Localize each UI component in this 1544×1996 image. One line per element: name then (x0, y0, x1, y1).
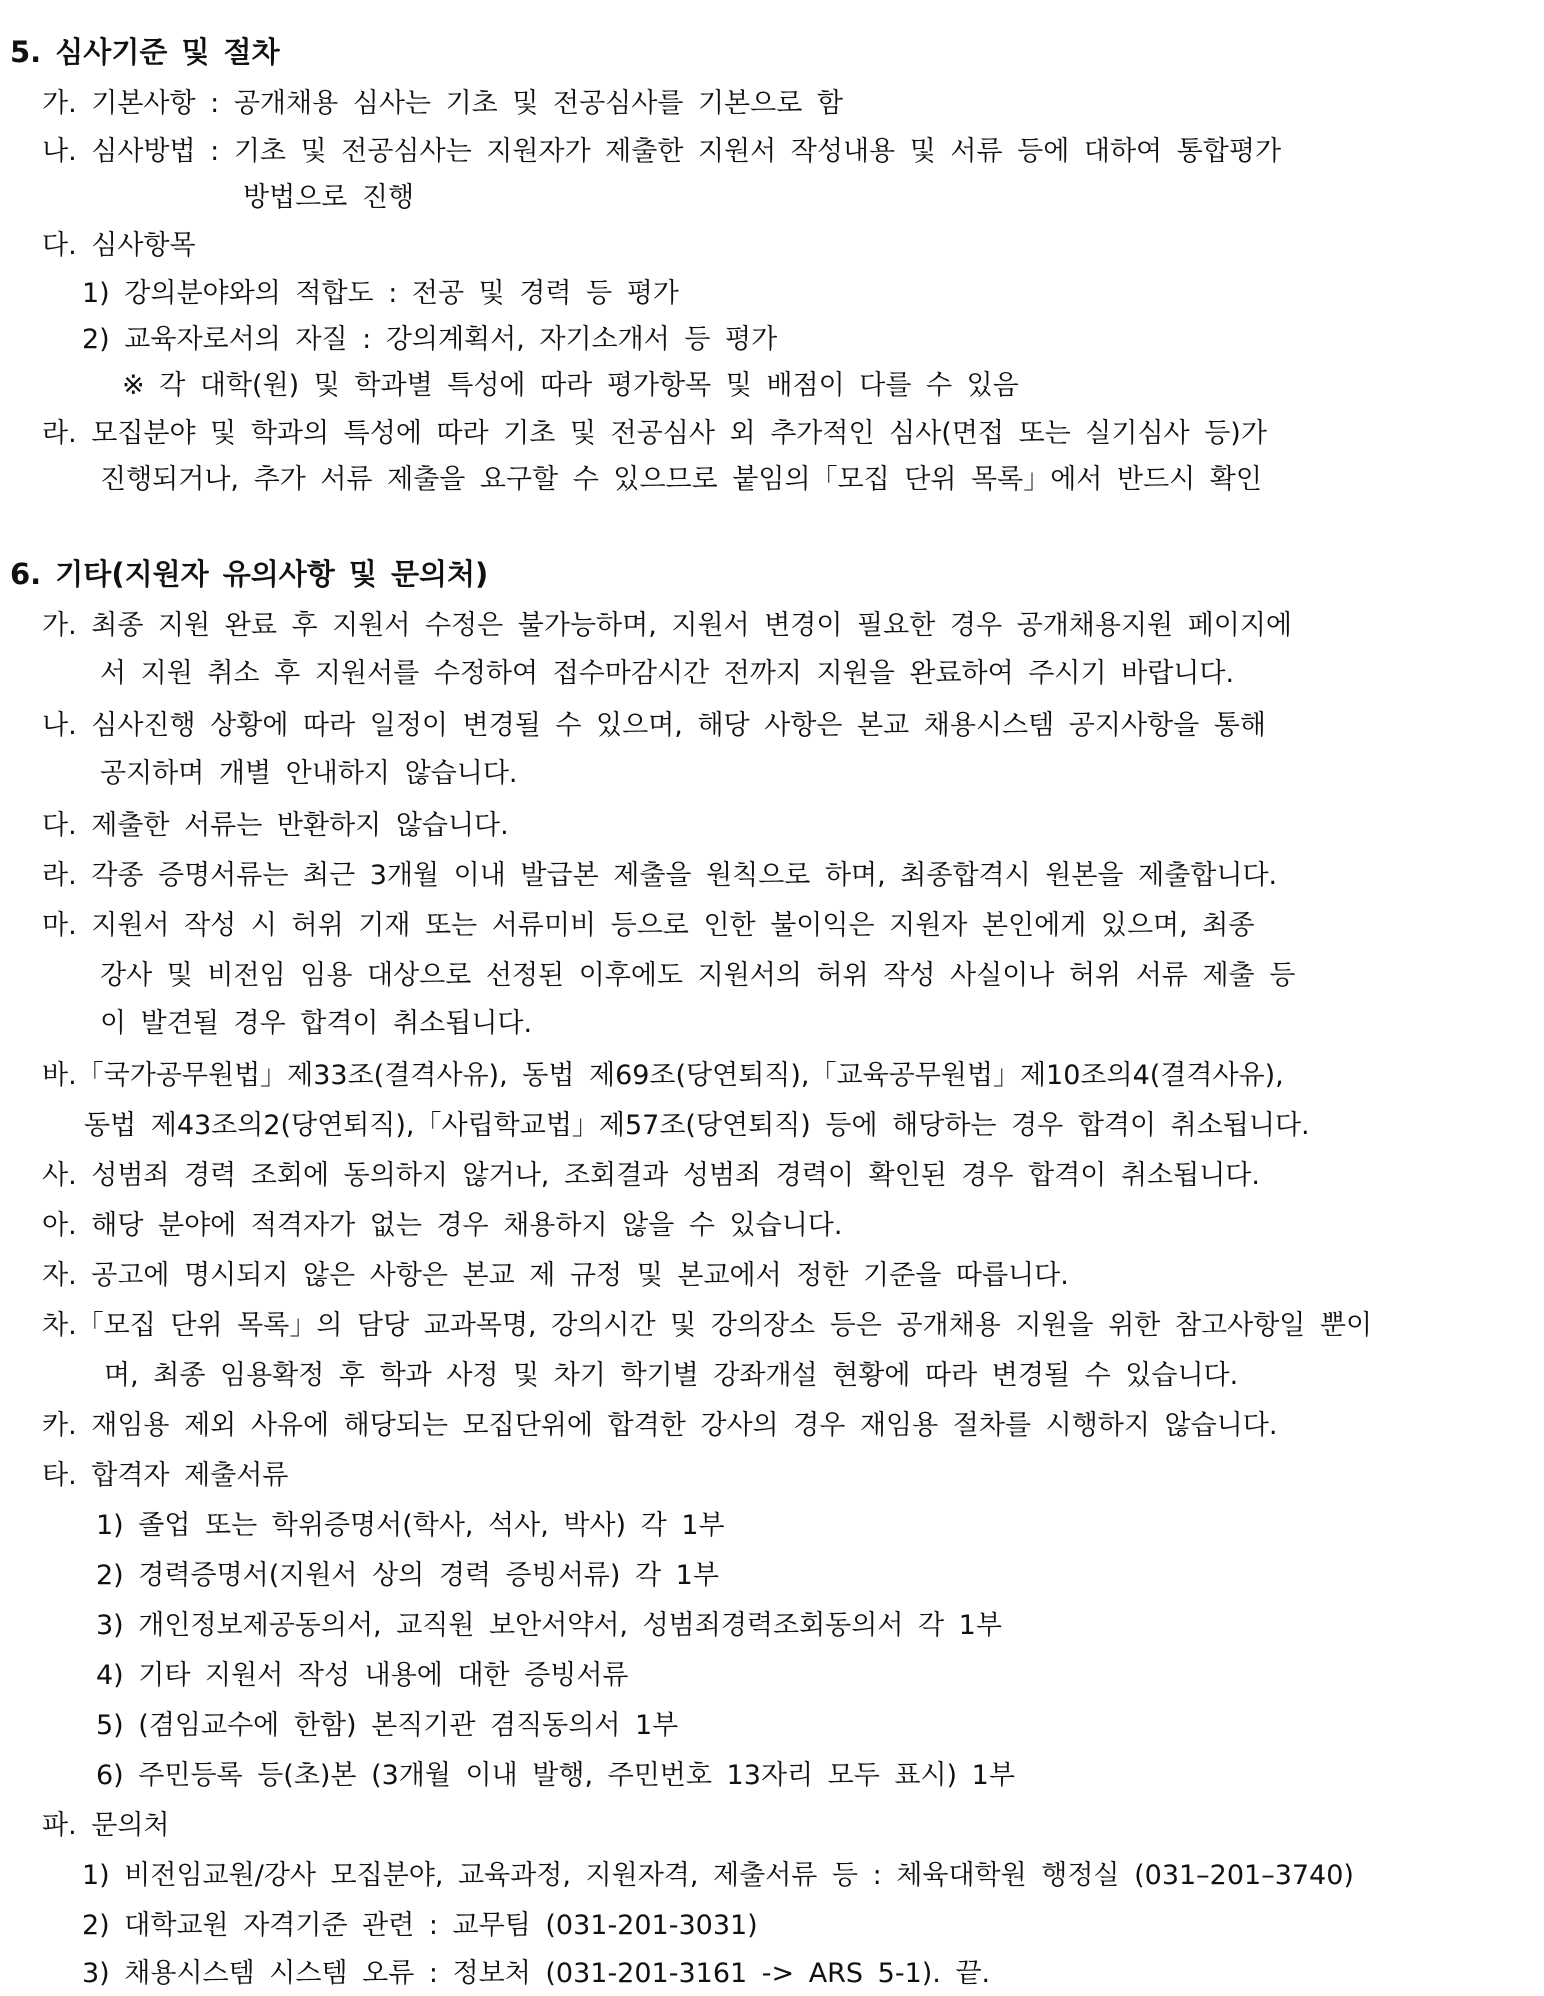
section-6-item-ma: 마. 지원서 작성 시 허위 기재 또는 서류미비 등으로 인한 불이익은 지원자 본인에게 있으며, 최종 (42, 910, 1255, 941)
section-6-item-ba-continued: 동법 제43조의2(당연퇴직),「사립학교법」제57조(당연퇴직) 등에 해당하는 경우 합격이 취소됩니다. (84, 1110, 1310, 1141)
document-list-item-6: 6) 주민등록 등(초)본 (3개월 이내 발행, 주민번호 13자리 모두 표시) 1부 (96, 1760, 1015, 1791)
section-5-item-na-continued: 방법으로 진행 (243, 182, 415, 213)
section-6-item-sa: 사. 성범죄 경력 조회에 동의하지 않거나, 조회결과 성범죄 경력이 확인된 경우 합격이 취소됩니다. (42, 1160, 1260, 1191)
section-5-item-ra-continued: 진행되거나, 추가 서류 제출을 요구할 수 있으므로 붙임의「모집 단위 목록」에서 반드시 확인 (100, 464, 1262, 495)
document-list-item-4: 4) 기타 지원서 작성 내용에 대한 증빙서류 (96, 1660, 629, 1691)
section-6-item-na-continued: 공지하며 개별 안내하지 않습니다. (100, 758, 518, 789)
section-6-item-ma-continued-2: 이 발견될 경우 합격이 취소됩니다. (100, 1008, 533, 1039)
section-6-item-ra: 라. 각종 증명서류는 최근 3개월 이내 발급본 제출을 원칙으로 하며, 최종합격시 원본을 제출합니다. (42, 860, 1278, 891)
contact-item-1: 1) 비전임교원/강사 모집분야, 교육과정, 지원자격, 제출서류 등 : 체육대학원 행정실 (031–201–3740) (82, 1860, 1354, 1891)
document-list-item-1: 1) 졸업 또는 학위증명서(학사, 석사, 박사) 각 1부 (96, 1510, 725, 1541)
section-6-item-na: 나. 심사진행 상황에 따라 일정이 변경될 수 있으며, 해당 사항은 본교 채용시스템 공지사항을 통해 (42, 710, 1266, 741)
section-6-item-ga-continued: 서 지원 취소 후 지원서를 수정하여 접수마감시간 전까지 지원을 완료하여 주시기 바랍니다. (100, 658, 1235, 689)
document-list-item-3: 3) 개인정보제공동의서, 교직원 보안서약서, 성범죄경력조회동의서 각 1부 (96, 1610, 1002, 1641)
section-6-item-ka: 카. 재임용 제외 사유에 해당되는 모집단위에 합격한 강사의 경우 재임용 절차를 시행하지 않습니다. (42, 1410, 1278, 1441)
contact-item-3: 3) 채용시스템 시스템 오류 : 정보처 (031-201-3161 -> ARS 5-1). 끝. (82, 1958, 991, 1989)
section-5-item-na: 나. 심사방법 : 기초 및 전공심사는 지원자가 제출한 지원서 작성내용 및 서류 등에 대하여 통합평가 (42, 136, 1282, 167)
contact-item-2: 2) 대학교원 자격기준 관련 : 교무팀 (031-201-3031) (82, 1910, 758, 1941)
section-5-subitem-1: 1) 강의분야와의 적합도 : 전공 및 경력 등 평가 (82, 278, 679, 309)
section-5-item-ga: 가. 기본사항 : 공개채용 심사는 기초 및 전공심사를 기본으로 함 (42, 88, 843, 119)
document-list-item-2: 2) 경력증명서(지원서 상의 경력 증빙서류) 각 1부 (96, 1560, 719, 1591)
section-6-item-ta: 타. 합격자 제출서류 (42, 1460, 289, 1491)
section-6-item-pa: 파. 문의처 (42, 1810, 170, 1841)
section-6-item-da: 다. 제출한 서류는 반환하지 않습니다. (42, 810, 509, 841)
section-5-item-ra: 라. 모집분야 및 학과의 특성에 따라 기초 및 전공심사 외 추가적인 심사(면접 또는 실기심사 등)가 (42, 418, 1267, 449)
section-6-item-ma-continued-1: 강사 및 비전임 임용 대상으로 선정된 이후에도 지원서의 허위 작성 사실이나 허위 서류 제출 등 (100, 960, 1296, 991)
section-6-heading: 6. 기타(지원자 유의사항 및 문의처) (10, 557, 489, 591)
section-5-subitem-2: 2) 교육자로서의 자질 : 강의계획서, 자기소개서 등 평가 (82, 324, 778, 355)
section-6-item-a: 아. 해당 분야에 적격자가 없는 경우 채용하지 않을 수 있습니다. (42, 1210, 843, 1241)
section-6-item-ja: 자. 공고에 명시되지 않은 사항은 본교 제 규정 및 본교에서 정한 기준을 따릅니다. (42, 1260, 1069, 1291)
section-6-item-ba: 바.「국가공무원법」제33조(결격사유), 동법 제69조(당연퇴직),「교육공무원법」제10조의4(결격사유), (42, 1060, 1284, 1091)
section-6-item-ga: 가. 최종 지원 완료 후 지원서 수정은 불가능하며, 지원서 변경이 필요한 경우 공개채용지원 페이지에 (42, 610, 1293, 641)
section-5-item-da: 다. 심사항목 (42, 230, 196, 261)
section-5-heading: 5. 심사기준 및 절차 (10, 35, 280, 69)
section-6-item-cha-continued: 며, 최종 임용확정 후 학과 사정 및 차기 학기별 강좌개설 현황에 따라 변경될 수 있습니다. (104, 1360, 1239, 1391)
document-list-item-5: 5) (겸임교수에 한함) 본직기관 겸직동의서 1부 (96, 1710, 679, 1741)
section-6-item-cha: 차.「모집 단위 목록」의 담당 교과목명, 강의시간 및 강의장소 등은 공개채용 지원을 위한 참고사항일 뿐이 (42, 1310, 1373, 1341)
section-5-note: ※ 각 대학(원) 및 학과별 특성에 따라 평가항목 및 배점이 다를 수 있음 (122, 370, 1019, 401)
